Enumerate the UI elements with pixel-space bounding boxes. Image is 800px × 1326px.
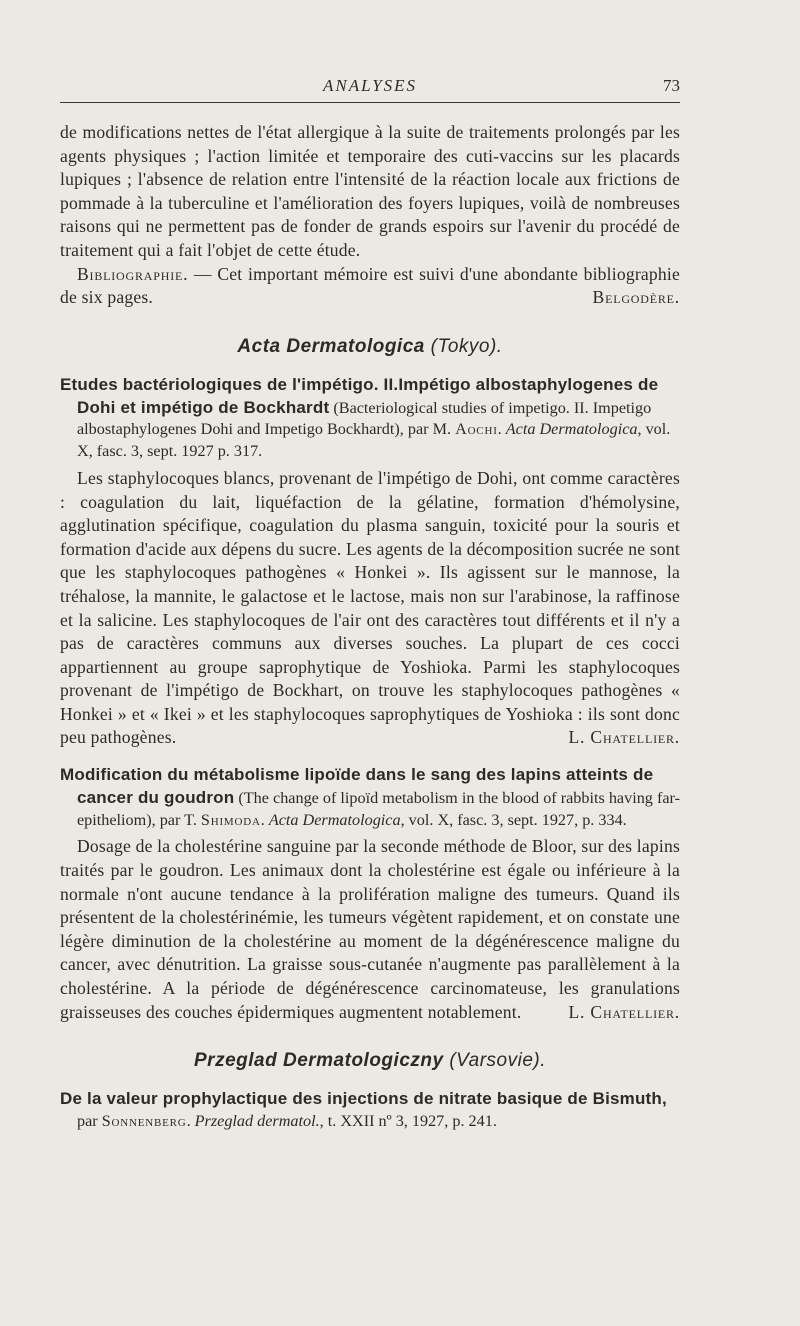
journal-heading-przeglad	[60, 1050, 680, 1072]
article-3-journal: Przeglad dermatol.	[194, 1112, 320, 1130]
article-2-text: Dosage de la cholestérine sanguine par la seconde méthode de Bloor, sur des lapins traités par le goudron. Les animaux dont la cholestérine est égale ou inférieure à la normale n'ont aucune tendance à la prolifération maligne des tumeurs. Quand ils présentent de la cholestérinémie, les tumeurs végètent rapidement, et on constate une légère diminution de la cholestérine au moment de la dégénérescence maligne du cancer, avec dénutrition. La graisse sous-cutanée n'augmente pas parallèlement à la cholestérine. A la période de dégénérescence carcinomateuse, les granulations graisseuses des couches épidermiques augmentent notablement.	[60, 836, 680, 1022]
journal-name: Przeglad Dermatologiczny	[194, 1050, 444, 1072]
bibliography-text: — Cet important mémoire est suivi d'une abondante bibliographie de six pages.	[60, 263, 680, 308]
article-1-ref: (Bacteriological studies of impetigo. II. Impetigo albostaphylogenes Dohi and Impetigo Bockhardt), par M.	[77, 398, 652, 439]
running-title: ANALYSES	[322, 76, 418, 95]
article-3-sep: .	[186, 1112, 195, 1130]
article-1-body	[60, 467, 680, 750]
article-1-author: Aochi	[455, 420, 498, 439]
article-1-heading	[60, 374, 680, 463]
intro-text: de modifications nettes de l'état allergique à la suite de traitements prolongés par les agents physiques ; l'action limitée et temporaire des cuti-vaccins sur les placards lupiques ; l'absence de relation entre l'intensité de la réaction locale aux frictions de pommade à la tuberculine et l'amélioration des foyers lupiques, voilà de nombreuses raisons qui ne permettent pas de fonder de grands espoirs sur l'avenir du procédé de traitement qui a fait l'objet de cette étude.	[60, 122, 680, 260]
article-2-heading	[60, 764, 680, 831]
article-3-ref: par	[77, 1112, 102, 1130]
bibliography-label: Bibliographie.	[77, 263, 189, 284]
article-3-ref-end: , t. XXII nº 3, 1927, p. 241.	[319, 1112, 497, 1130]
journal-name: Acta Dermatologica	[237, 335, 425, 357]
article-2-body	[60, 835, 680, 1024]
article-1-journal: Acta Dermatologica	[505, 420, 638, 439]
article-1-signature: L. Chatellier.	[568, 727, 680, 748]
article-2-ref-end: , vol. X, fasc. 3, sept. 1927, p. 334.	[400, 810, 627, 829]
article-2-signature: L. Chatellier.	[568, 1001, 680, 1022]
intro-paragraph	[60, 121, 680, 263]
journal-heading-acta	[60, 336, 680, 358]
article-2-sep: .	[260, 810, 269, 829]
article-2-title: Modification du métabolisme lipoïde dans le sang des lapins atteints de cancer du goudron	[60, 765, 654, 807]
article-1-sep: .	[497, 420, 506, 439]
article-3-author: Sonnenberg	[101, 1112, 187, 1130]
page	[60, 72, 680, 1133]
article-2-journal: Acta Dermatologica	[268, 810, 401, 829]
bibliography-note	[60, 263, 680, 310]
journal-city: (Varsovie).	[449, 1050, 546, 1072]
article-3-title: De la valeur prophylactique des injections de nitrate basique de Bismuth,	[60, 1089, 667, 1109]
journal-city: (Tokyo).	[430, 335, 503, 357]
page-number: 73	[663, 76, 680, 95]
article-1-ref-end: , vol. X, fasc. 3, sept. 1927 p. 317.	[77, 420, 671, 461]
article-1-text: Les staphylocoques blancs, provenant de l'impétigo de Dohi, ont comme caractères : coagulation du lait, liquéfaction de la gélatine, formation d'hémolysine, agglutination spécifique, coagulation du plasma sanguin, toxicité pour la souris et formation d'acide aux dépens du sucre. Les agents de la décomposition sucrée ne sont que les staphylocoques pathogènes « Honkei ». Ils agissent sur le mannose, la tréhalose, la mannite, le galactose et le lactose, mais non sur l'arabinose, la raffinose et la salicine. Les staphylocoques de l'air ont des caractères tout différents et il n'y a pas de caractères communs aux diverses souches. La plupart de ces cocci appartiennent au groupe saprophytique de Yoshioka. Parmi les staphylocoques provenant de l'impétigo de Bockhart, on trouve les staphylocoques pathogènes « Honkei » et « Ikei » et les staphylocoques saprophytiques de Yoshioka : ils sont donc peu pathogènes.	[60, 467, 680, 748]
article-2-ref: (The change of lipoïd metabolism in the blood of rabbits having far-epitheliom), par T.	[77, 788, 680, 829]
signature-belgodere: Belgodère.	[592, 287, 680, 308]
running-head	[60, 72, 680, 103]
article-3-heading	[60, 1088, 680, 1133]
article-2-author: Shimoda	[200, 810, 261, 829]
article-1-title: Etudes bactériologiques de l'impétigo. II.Impétigo albostaphylogenes de Dohi et impétigo de Bockhardt	[60, 374, 659, 417]
